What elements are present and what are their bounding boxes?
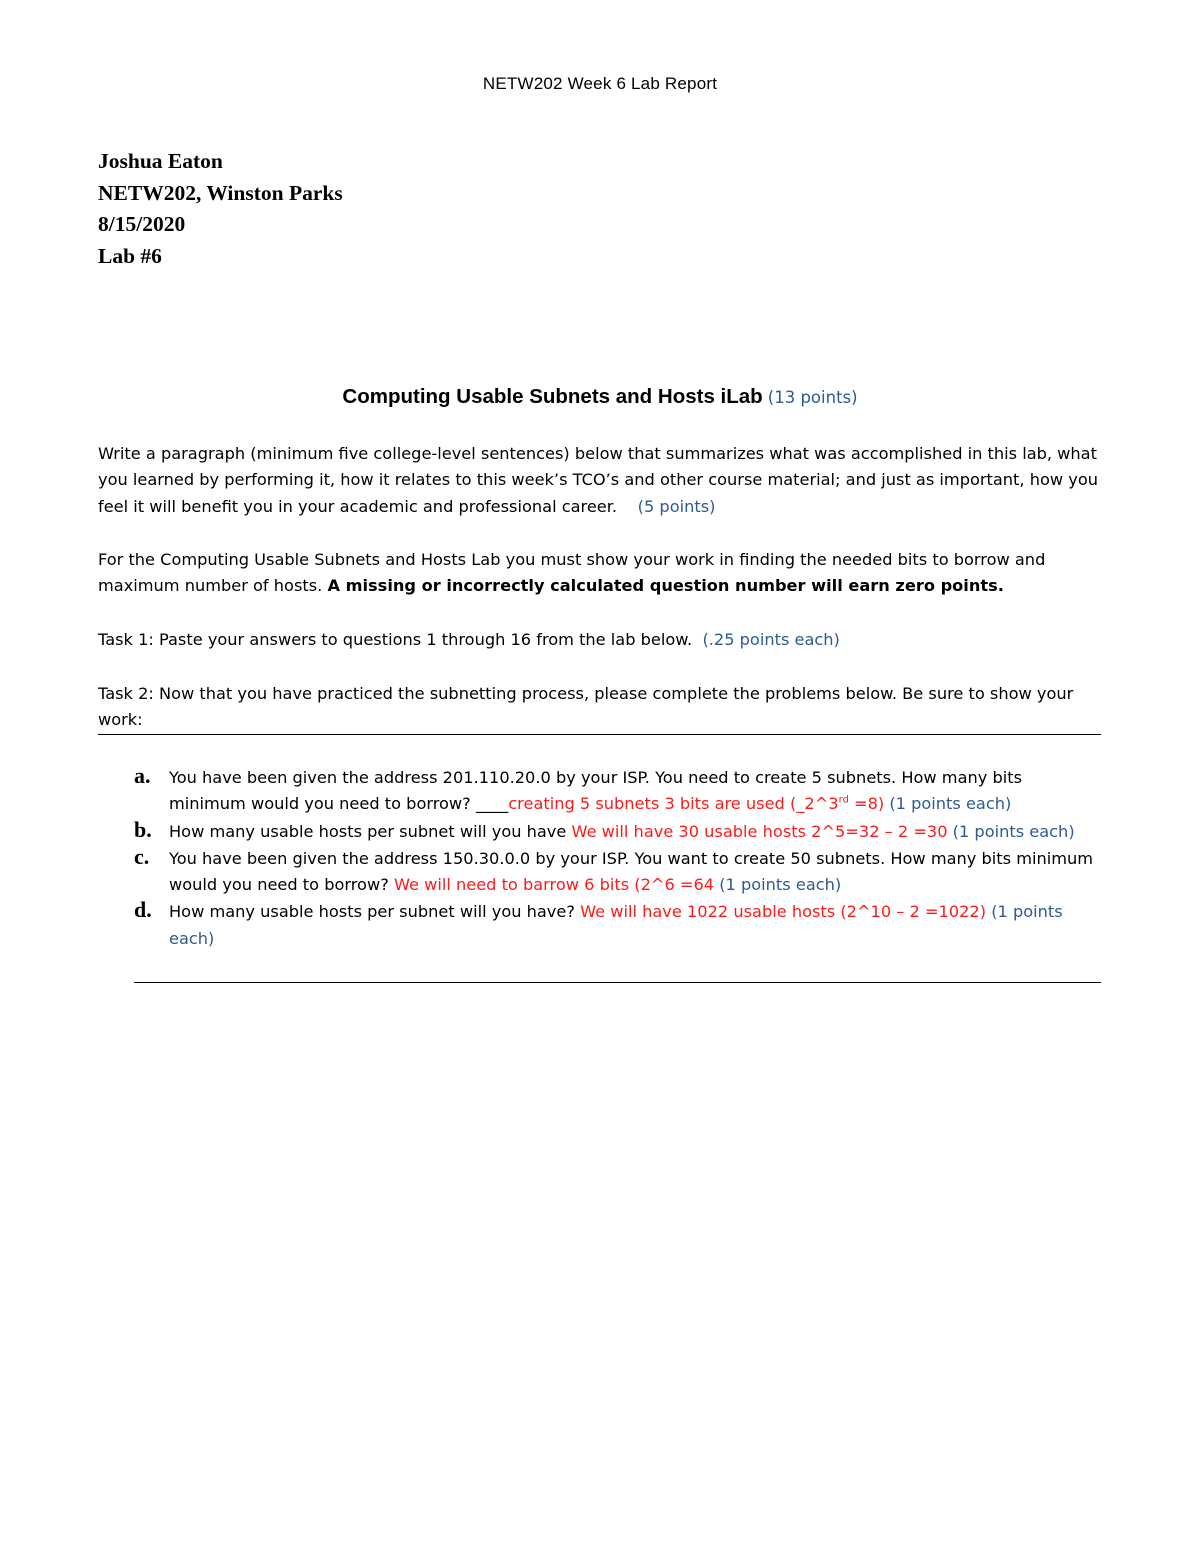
answer-superscript: rd [838,794,849,806]
lab-title [0,385,1200,409]
answer-text: We will need to barrow 6 bits (2^6 =64 [393,875,715,895]
page-header: NETW202 Week 6 Lab Report [482,74,718,93]
lab-title-points: (13 points) [767,388,858,407]
student-info-block [98,146,343,272]
student-name: Joshua Eaton [98,149,223,173]
section-divider-top [98,734,1101,735]
answer-text: We will have 1022 usable hosts (2^10 – 2 =1022) [580,902,987,922]
question-letter: a. [134,763,151,788]
question-points: (1 points each) [952,821,1075,841]
summary-instructions [98,441,1108,520]
answer-text-part: =8) [848,794,885,814]
question-letter: d. [134,897,152,923]
question-text: You have been given the address 150.30.0.0 by your ISP. You want to create 50 subnets. How many bits minimum would you need to borrow? [169,848,1094,895]
lab-title-text: Computing Usable Subnets and Hosts iLab [342,385,763,408]
question-letter: c. [134,843,150,869]
section-divider-bottom [134,982,1101,983]
task2-text: Task 2: Now that you have practiced the subnetting process, please complete the problems below. Be sure to show your work: [98,684,1074,730]
question-text: How many usable hosts per subnet will you have [169,821,567,841]
list-item [134,816,1101,845]
task1-instructions [98,627,1108,653]
question-points: (1 points each) [719,875,842,895]
answer-text: We will have 30 usable hosts 2^5=32 – 2 =30 [571,821,948,841]
answer-text-part: creating 5 subnets 3 bits are used (_2^3 [508,794,839,814]
submission-date: 8/15/2020 [98,212,186,236]
question-points: (1 points each) [889,794,1012,814]
list-item [134,843,1101,899]
summary-points: (5 points) [637,496,716,516]
question-letter: b. [134,816,152,842]
list-item [134,765,1101,818]
summary-instructions-text: Write a paragraph (minimum five college-level sentences) below that summarizes what was accomplished in this lab, what you learned by performing it, how it relates to this week’s TCO’s and other course material; and just as important, how you feel it will benefit you in your academic and professional career. [98,444,1098,516]
task1-text: Task 1: Paste your answers to questions 1 through 16 from the lab below. [98,630,693,649]
lab-number: Lab #6 [98,243,162,268]
subnet-questions-list [134,765,1101,953]
answer-text [508,794,884,813]
work-instructions [98,547,1108,600]
work-instructions-text: For the Computing Usable Subnets and Hosts Lab you must show your work in finding the needed bits to borrow and maximum number of hosts. [98,550,1046,596]
question-text: How many usable hosts per subnet will you have? [169,902,575,922]
question-text: You have been given the address 201.110.20.0 by your ISP. You need to create 5 subnets. How many bits minimum would you need to borrow? ____ [169,768,1023,814]
task1-points: (.25 points each) [702,630,840,649]
question-points: (1 points each) [169,902,1063,948]
list-item [134,899,1101,952]
work-instructions-warning: A missing or incorrectly calculated question number will earn zero points. [327,576,1004,596]
course-instructor: NETW202, Winston Parks [98,180,343,205]
task2-instructions [98,681,1108,734]
